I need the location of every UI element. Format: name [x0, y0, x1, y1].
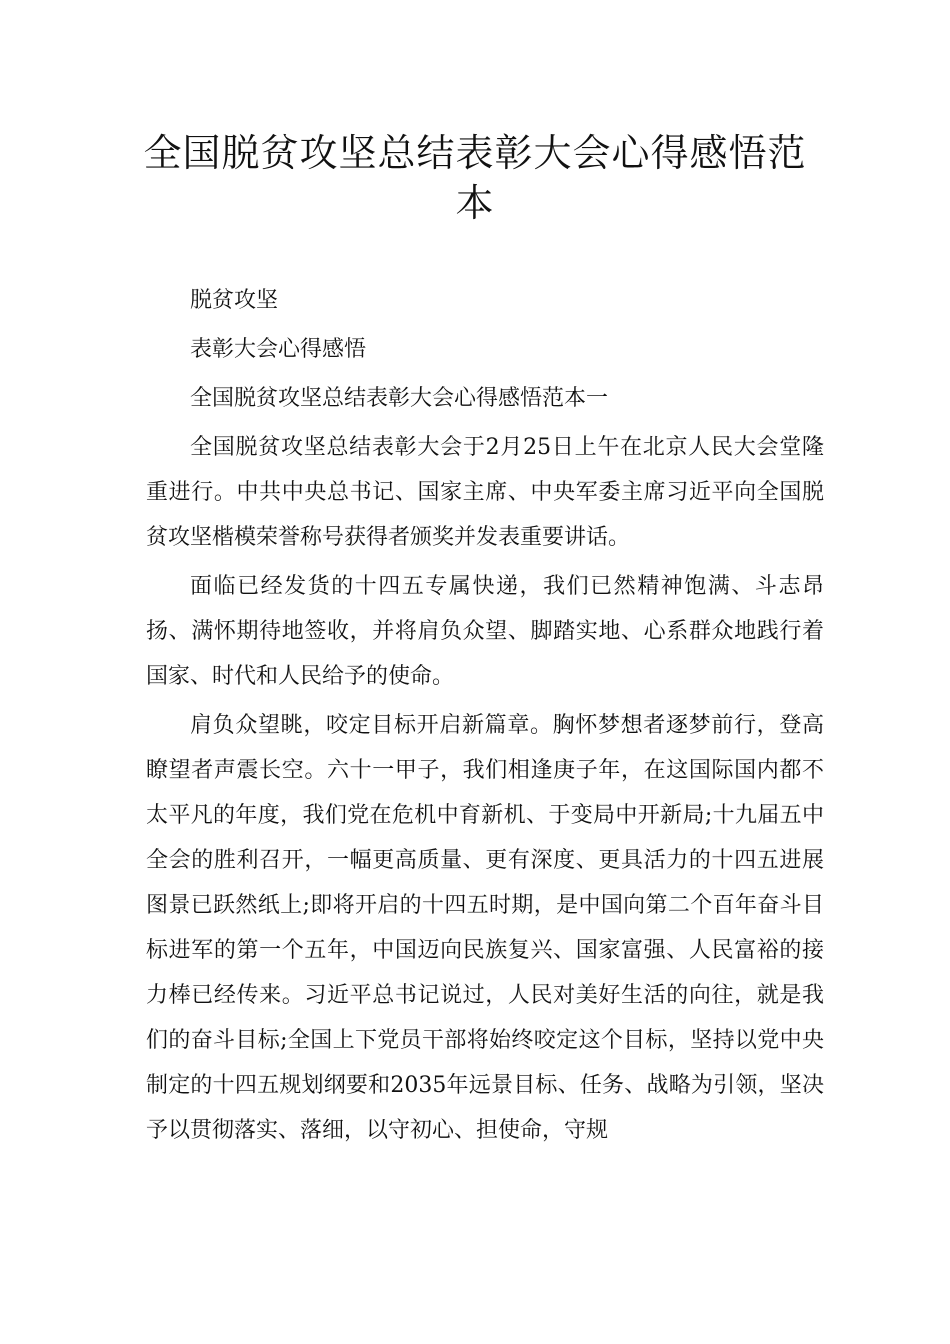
- paragraph-section-heading: 全国脱贫攻坚总结表彰大会心得感悟范本一: [190, 386, 609, 411]
- paragraph-subtopic: 表彰大会心得感悟: [190, 337, 367, 362]
- document-title: 全国脱贫攻坚总结表彰大会心得感悟范本: [143, 131, 807, 225]
- paragraph-second: 面临已经发货的十四五专属快递，我们已然精神饱满、斗志昂扬、满怀期待地签收，并将肩负众望、脚踏实地、心系群众地践行着国家、时代和人民给予的使命。: [146, 574, 824, 689]
- paragraph-third: 肩负众望眺，咬定目标开启新篇章。胸怀梦想者逐梦前行，登高瞭望者声震长空。六十一甲子，我们相逢庚子年，在这国际国内都不太平凡的年度，我们党在危机中育新机、于变局中开新局;十九届五中全会的胜利召开，一幅更高质量、更有深度、更具活力的十四五进展图景已跃然纸上;即将开启的十四五时期，是中国向第二个百年奋斗目标进军的第一个五年，中国迈向民族复兴、国家富强、人民富裕的接力棒已经传来。习近平总书记说过，人民对美好生活的向往，就是我们的奋斗目标;全国上下党员干部将始终咬定这个目标，坚持以党中央制定的十四五规划纲要和2035年远景目标、任务、战略为引领，坚决予以贯彻落实、落细，以守初心、担使命，守规: [146, 713, 824, 1143]
- paragraph-topic: 脱贫攻坚: [190, 288, 279, 313]
- paragraph-intro: 全国脱贫攻坚总结表彰大会于2月25日上午在北京人民大会堂隆重进行。中共中央总书记、国家主席、中央军委主席习近平向全国脱贫攻坚楷模荣誉称号获得者颁奖并发表重要讲话。: [146, 435, 824, 550]
- document-body: [146, 278, 824, 1157]
